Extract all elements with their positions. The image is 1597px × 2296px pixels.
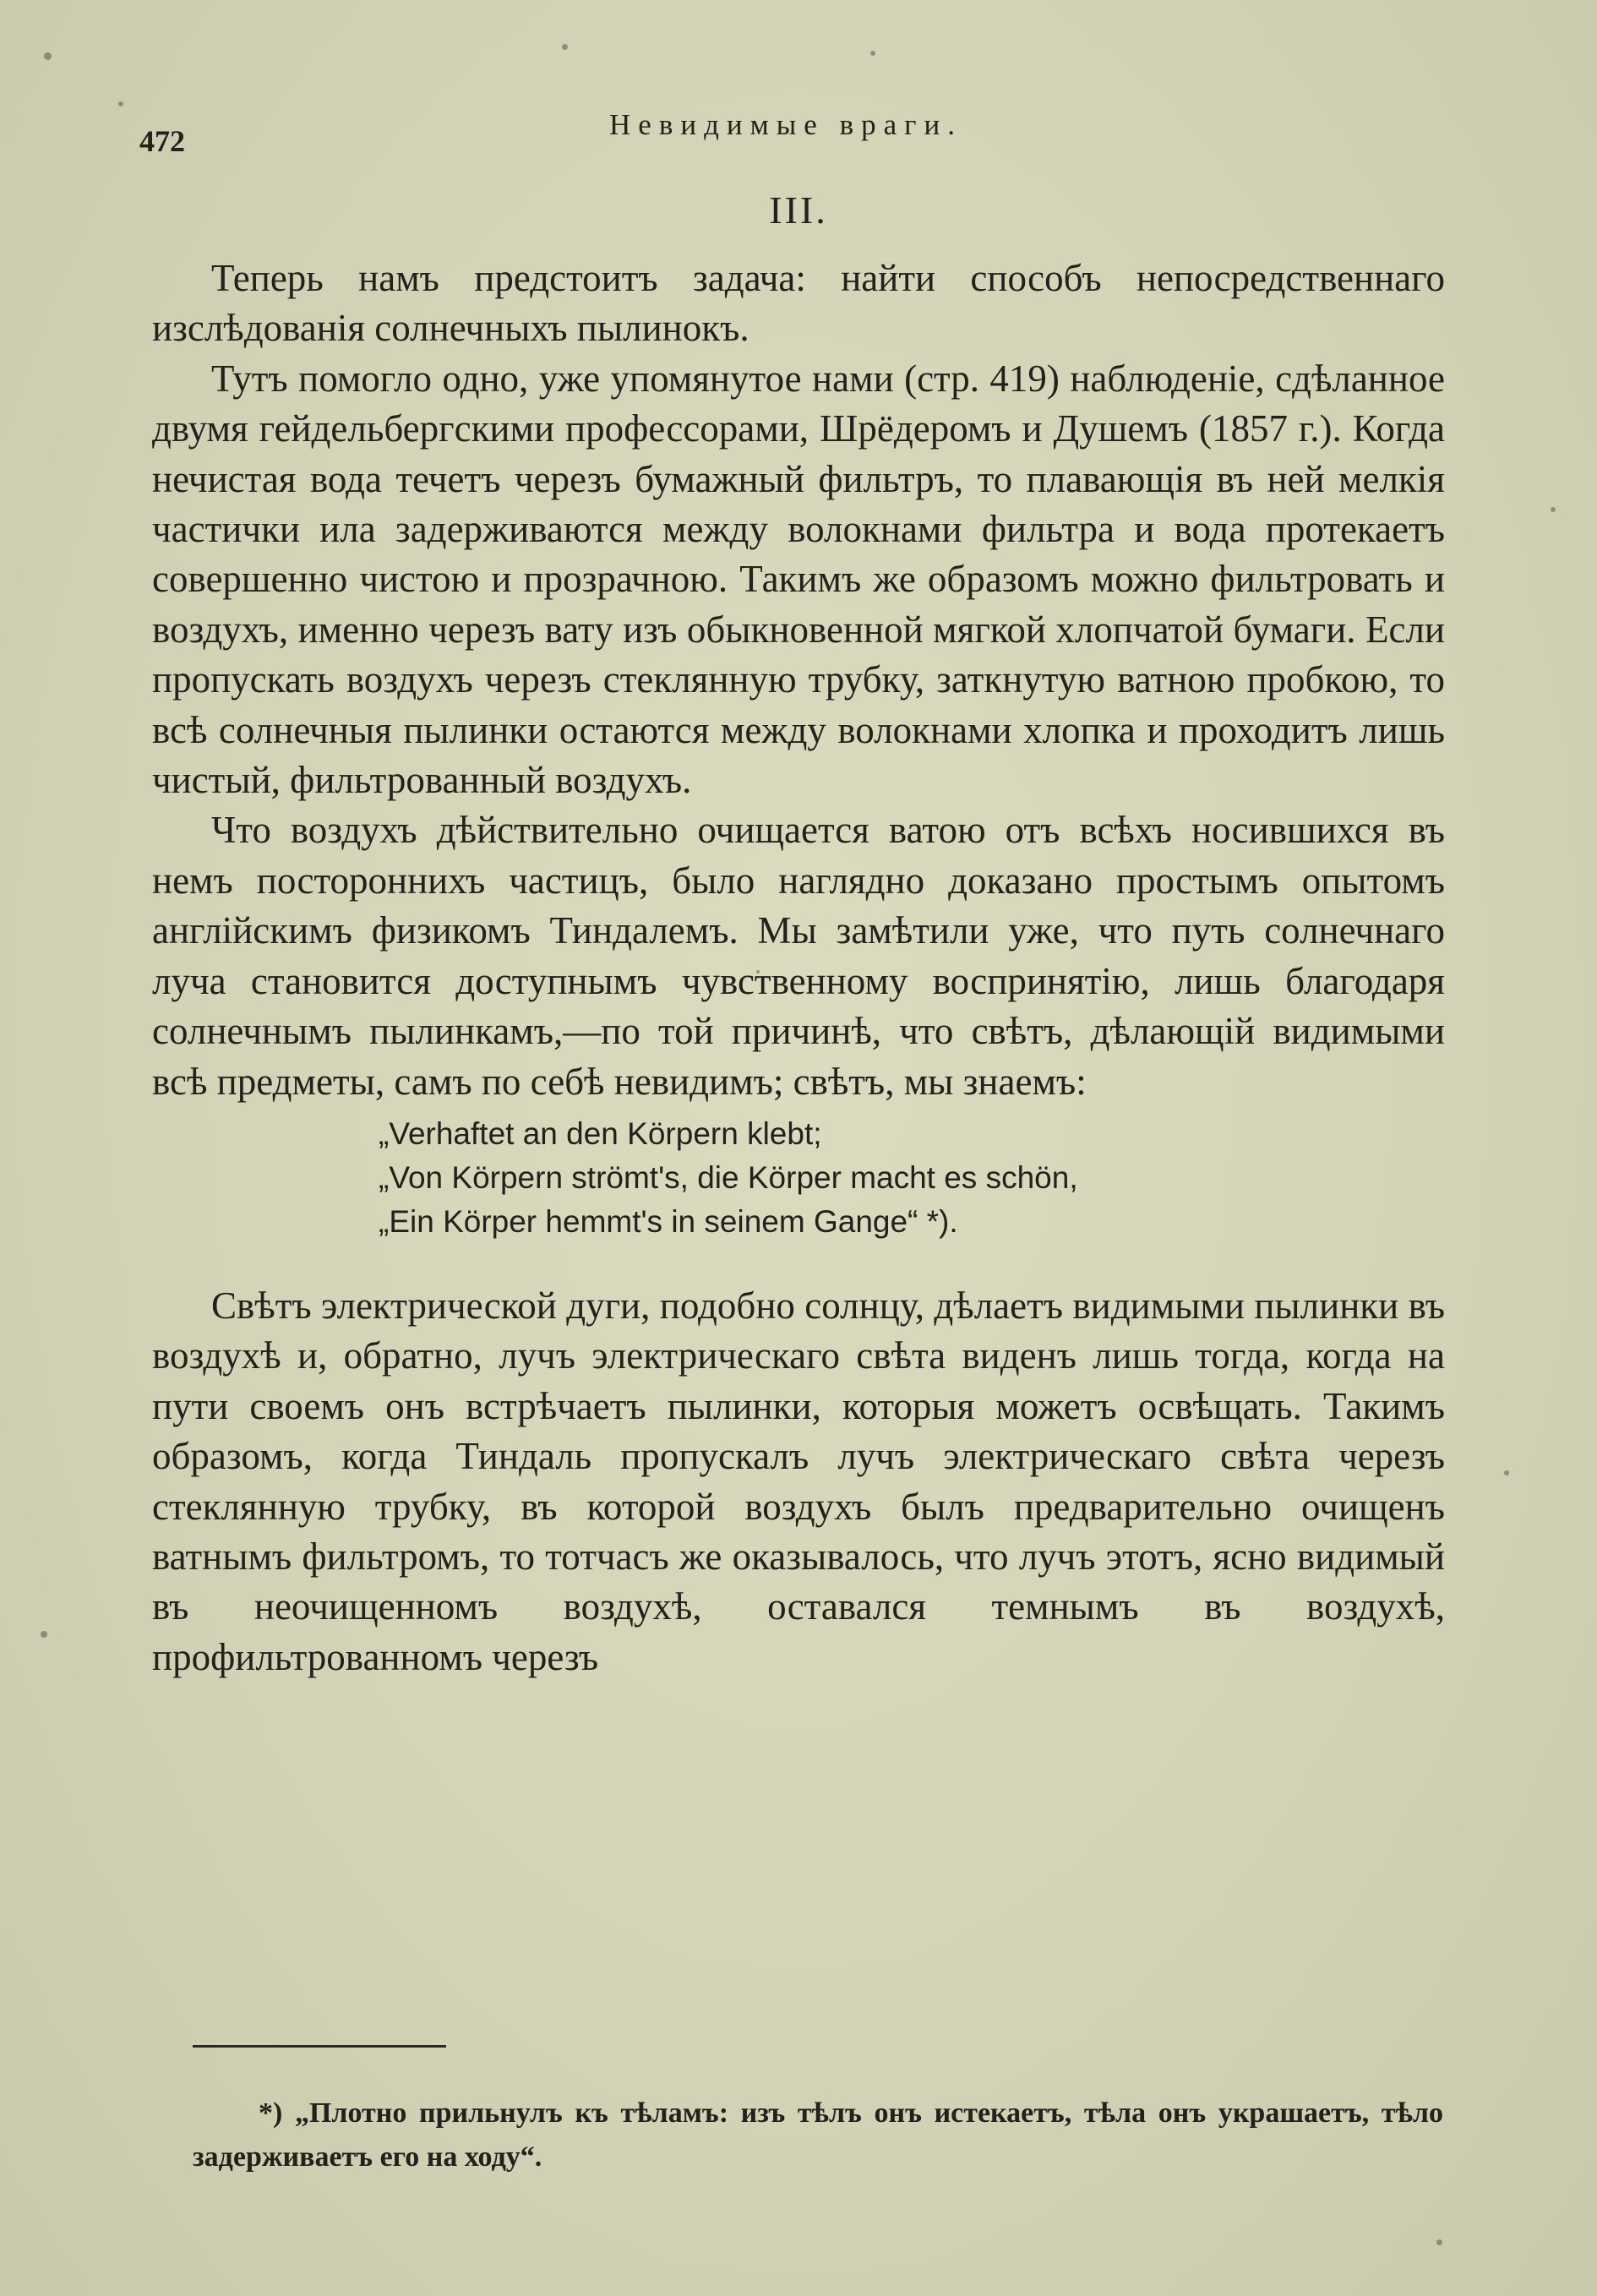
verse-quotation xyxy=(379,1112,1445,1244)
verse-line: „Verhaftet an den Körpern klebt; xyxy=(379,1115,822,1151)
body-text xyxy=(152,254,1445,1682)
paper-speck xyxy=(1436,2239,1442,2245)
paper-speck xyxy=(562,44,568,50)
page-number: 472 xyxy=(139,124,185,158)
running-title: Невидимые враги. xyxy=(609,108,962,141)
paper-speck xyxy=(1551,507,1556,512)
running-head xyxy=(0,100,1597,158)
footnote xyxy=(193,2091,1443,2179)
verse-line: „Von Körpern strömt's, die Körper macht es schön, xyxy=(379,1159,1078,1195)
paper-speck xyxy=(1504,1470,1509,1475)
footnote-divider xyxy=(193,2045,446,2048)
verse-line: „Ein Körper hemmt's in seinem Gange“ *). xyxy=(379,1203,958,1239)
paper-speck xyxy=(870,51,875,56)
section-heading: III. xyxy=(769,188,828,232)
paragraph: Теперь намъ предстоитъ задача: найти способъ непосредственнаго изслѣдованія солнечныхъ пылинокъ. xyxy=(152,257,1445,350)
paragraph: Что воздухъ дѣйствительно очищается ватою отъ всѣхъ носившихся въ немъ постороннихъ частицъ, было наглядно доказано простымъ опытомъ англійскимъ физикомъ Тиндалемъ. Мы замѣтили уже, что путь солнечнаго луча становится доступнымъ чувственному воспринятію, лишь благодаря солнечнымъ пылинкамъ,—по той причинѣ, что свѣтъ, дѣлающій видимыми всѣ предметы, самъ по себѣ невидимъ; свѣтъ, мы знаемъ: xyxy=(152,809,1445,1103)
paper-speck xyxy=(44,52,52,60)
paragraph: Свѣтъ электрической дуги, подобно солнцу, дѣлаетъ видимыми пылинки въ воздухѣ и, обратно, лучъ электрическаго свѣта виденъ лишь тогда, когда на пути своемъ онъ встрѣчаетъ пылинки, которыя можетъ освѣщать. Такимъ образомъ, когда Тиндаль пропускалъ лучъ электрическаго свѣта черезъ стеклянную трубку, въ которой воздухъ былъ предварительно очищенъ ватнымъ фильтромъ, то тотчасъ же оказывалось, что лучъ этотъ, ясно видимый въ неочищенномъ воздухѣ, оставался темнымъ въ воздухѣ, профильтрованномъ черезъ xyxy=(152,1284,1445,1678)
footnote-text: *) „Плотно прильнулъ къ тѣламъ: изъ тѣлъ онъ истекаетъ, тѣла онъ украшаетъ, тѣло задерживаетъ его на ходу“. xyxy=(193,2097,1443,2173)
paragraph: Тутъ помогло одно, уже упомянутое нами (стр. 419) наблюденіе, сдѣланное двумя гейдельбергскими профессорами, Шрёдеромъ и Душемъ (1857 г.). Когда нечистая вода течетъ черезъ бумажный фильтръ, то плавающія въ ней мелкія частички ила задерживаются между волокнами фильтра и вода протекаетъ совершенно чистою и прозрачною. Такимъ же образомъ можно фильтровать и воздухъ, именно черезъ вату изъ обыкновенной мягкой хлопчатой бумаги. Если пропускать воздухъ черезъ стеклянную трубку, заткнутую ватною пробкою, то всѣ солнечныя пылинки остаются между волокнами хлопка и проходитъ лишь чистый, фильтрованный воздухъ. xyxy=(152,357,1445,802)
paper-speck xyxy=(41,1631,47,1638)
